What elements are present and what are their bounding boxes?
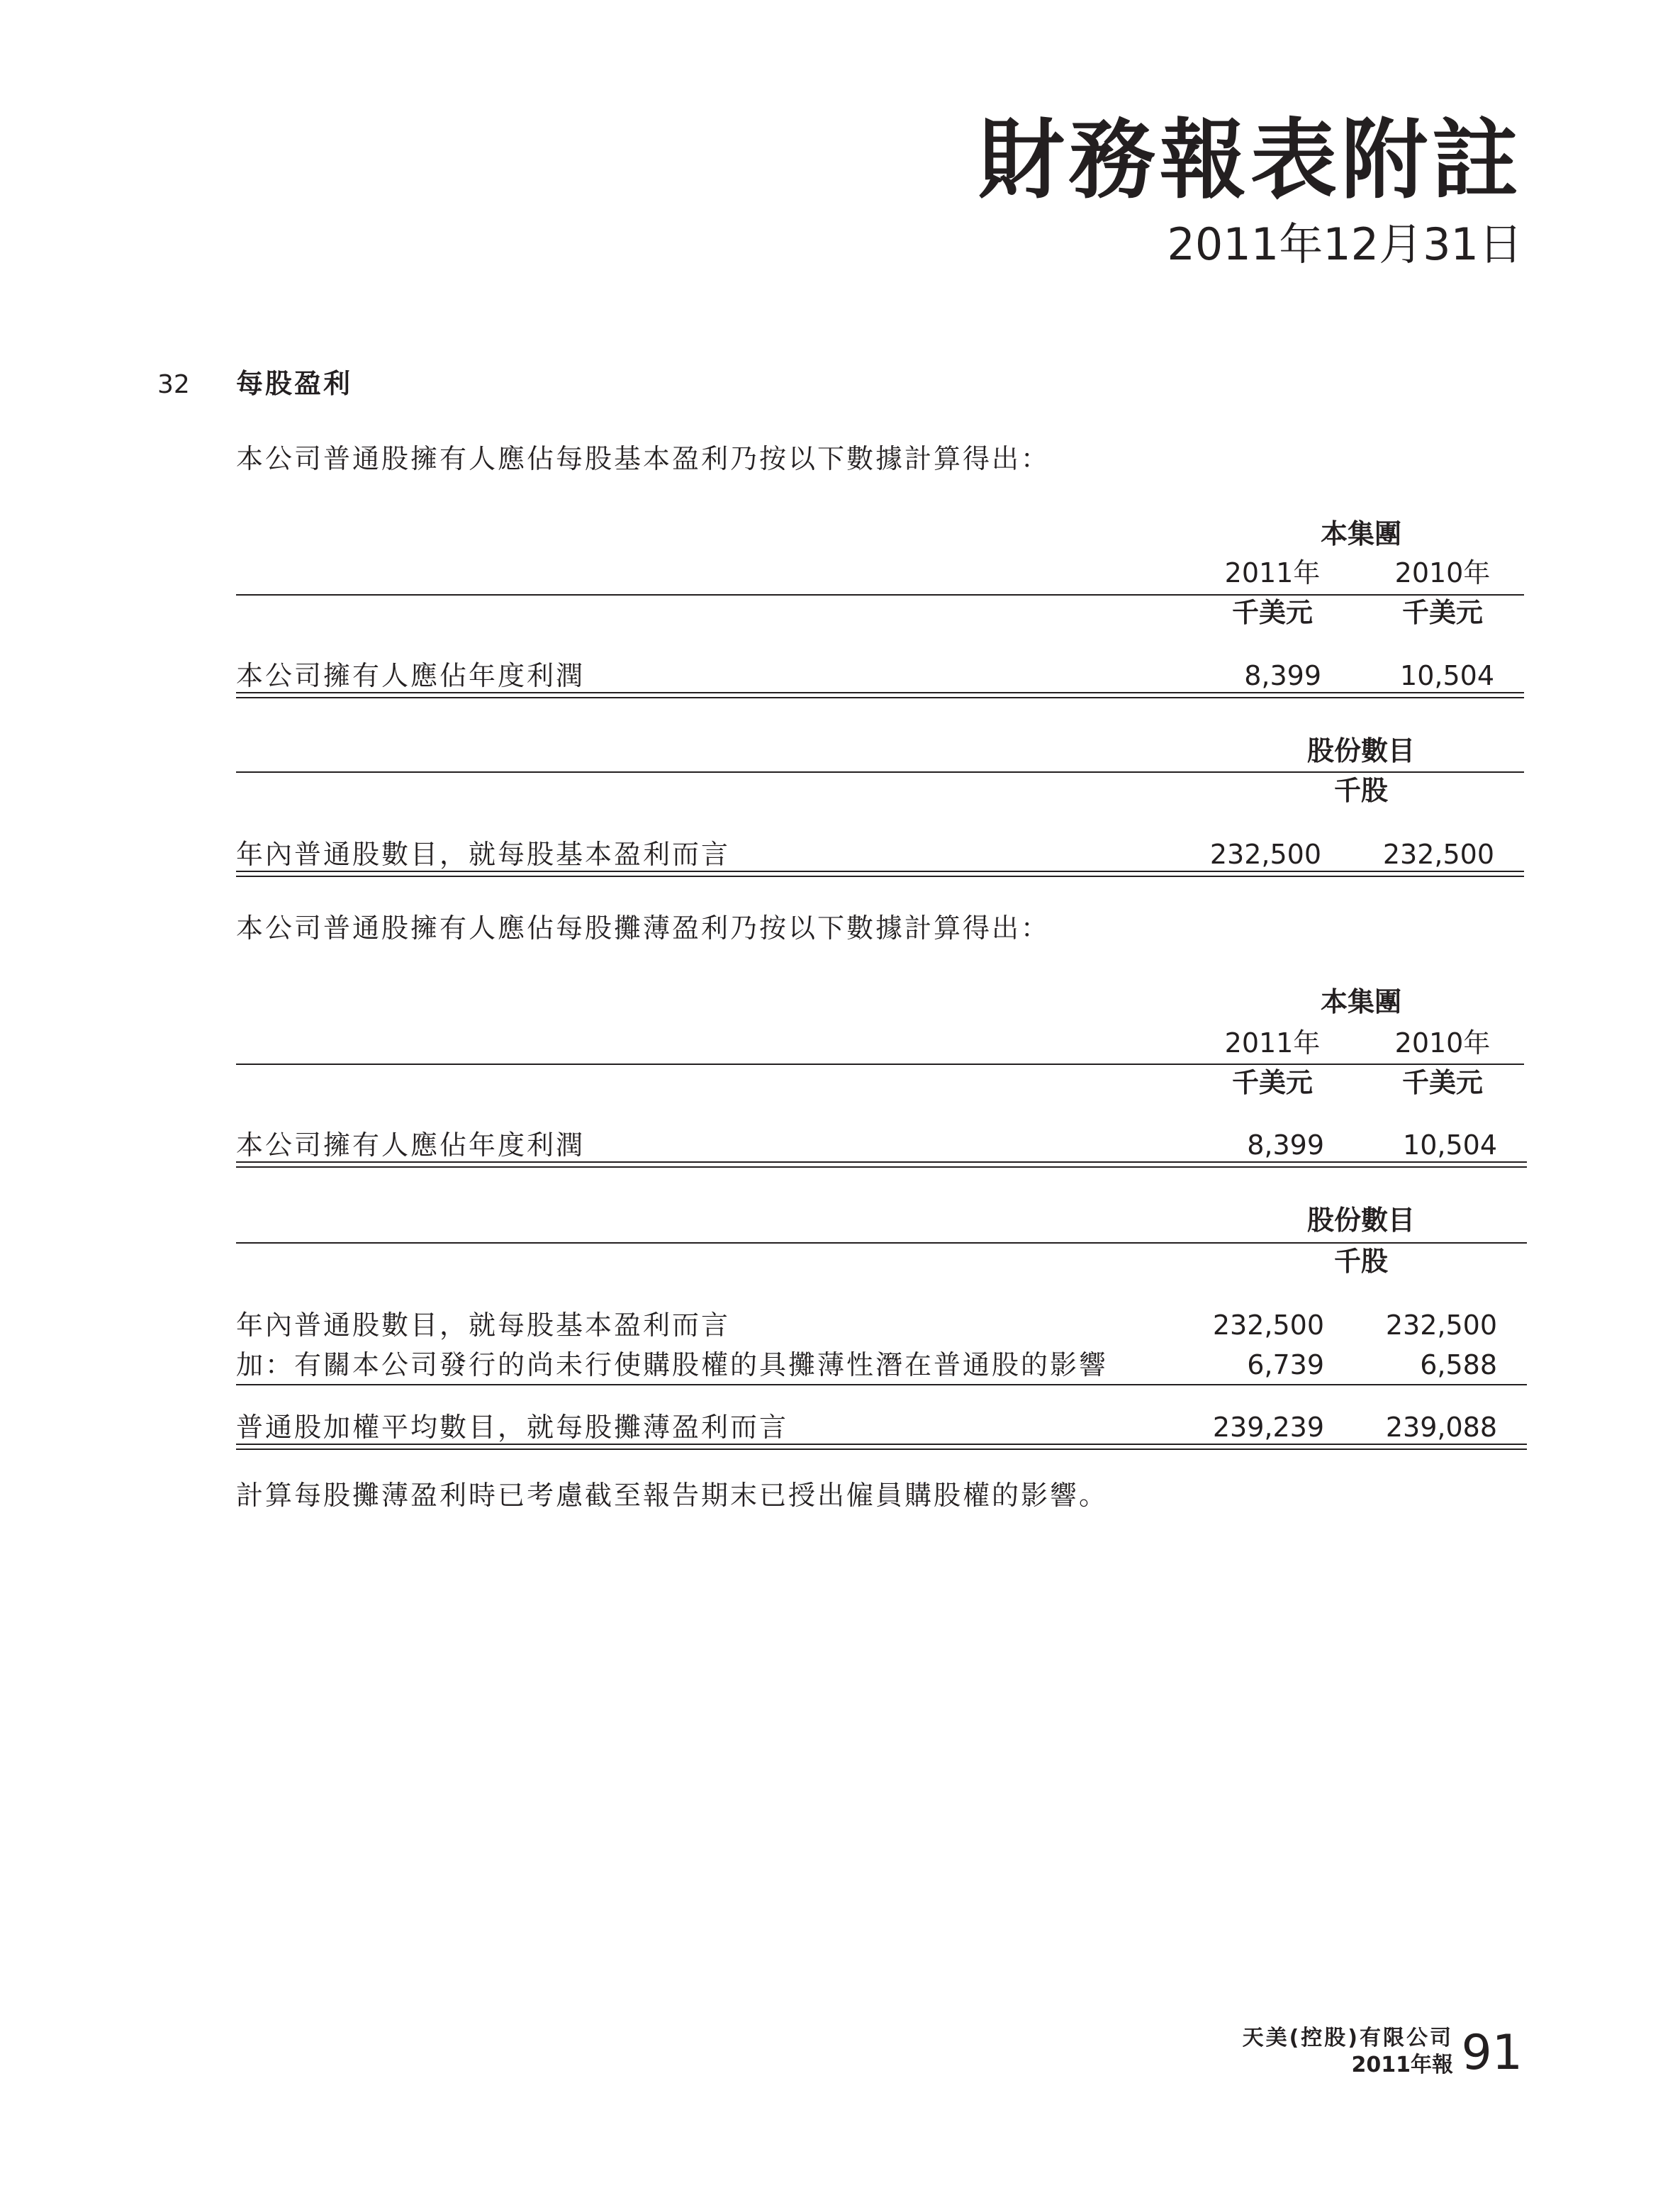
basic-shares-rule-1 — [236, 871, 1524, 872]
basic-profit-2010: 10,504 — [1400, 660, 1494, 691]
page-title: 財務報表附註 — [978, 110, 1523, 211]
diluted-header-rule — [236, 1064, 1524, 1065]
basic-shares-unit: 千股 — [1333, 775, 1388, 806]
diluted-year-2011: 2011年 — [1224, 1027, 1321, 1059]
diluted-profit-2011: 8,399 — [1247, 1129, 1324, 1161]
basic-header-rule — [236, 594, 1524, 596]
diluted-weighted-rule-2 — [236, 1449, 1527, 1450]
basic-unit-2011: 千美元 — [1231, 597, 1313, 628]
diluted-weighted-2011: 239,239 — [1212, 1412, 1324, 1443]
diluted-weighted-rule-1 — [236, 1444, 1527, 1445]
basic-profit-rule-1 — [236, 692, 1524, 693]
basic-shares-label: 股份數目 — [1306, 735, 1415, 766]
note-number: 32 — [157, 370, 190, 399]
footnote: 計算每股攤薄盈利時已考慮截至報告期末已授出僱員購股權的影響。 — [236, 1480, 1109, 1511]
footer-report: 2011年報 — [1351, 2053, 1453, 2077]
diluted-profit-rule-1 — [236, 1161, 1527, 1163]
diluted-unit-2010: 千美元 — [1401, 1067, 1483, 1098]
diluted-shares-unit: 千股 — [1333, 1246, 1388, 1277]
basic-shares-2010: 232,500 — [1382, 839, 1494, 870]
page-date: 2011年12月31日 — [1167, 218, 1523, 270]
diluted-intro: 本公司普通股擁有人應佔每股攤薄盈利乃按以下數據計算得出： — [236, 912, 1051, 944]
page-number: 91 — [1461, 2025, 1523, 2081]
footer-company: 天美(控股)有限公司 — [1242, 2026, 1453, 2050]
diluted-basic-shares-2011: 232,500 — [1212, 1310, 1324, 1341]
diluted-basic-shares-label: 年內普通股數目，就每股基本盈利而言 — [236, 1310, 731, 1341]
basic-shares-row-label: 年內普通股數目，就每股基本盈利而言 — [236, 839, 731, 870]
diluted-effect-rule — [236, 1384, 1527, 1385]
diluted-effect-label: 加：有關本公司發行的尚未行使購股權的具攤薄性潛在普通股的影響 — [236, 1349, 1109, 1380]
basic-profit-2011: 8,399 — [1244, 660, 1321, 691]
diluted-shares-header-rule — [236, 1242, 1527, 1244]
basic-year-2010: 2010年 — [1394, 557, 1491, 588]
diluted-weighted-label: 普通股加權平均數目，就每股攤薄盈利而言 — [236, 1412, 789, 1443]
diluted-year-2010: 2010年 — [1394, 1027, 1491, 1059]
basic-shares-header-rule — [236, 771, 1524, 773]
diluted-basic-shares-2010: 232,500 — [1385, 1310, 1497, 1341]
diluted-profit-label: 本公司擁有人應佔年度利潤 — [236, 1129, 586, 1161]
diluted-profit-rule-2 — [236, 1166, 1527, 1168]
diluted-group-label: 本集團 — [1320, 986, 1401, 1017]
basic-year-2011: 2011年 — [1224, 557, 1321, 588]
basic-profit-rule-2 — [236, 697, 1524, 698]
basic-profit-label: 本公司擁有人應佔年度利潤 — [236, 660, 586, 691]
basic-intro: 本公司普通股擁有人應佔每股基本盈利乃按以下數據計算得出： — [236, 443, 1051, 474]
diluted-shares-label: 股份數目 — [1306, 1205, 1415, 1236]
diluted-effect-2011: 6,739 — [1247, 1349, 1324, 1380]
basic-group-label: 本集團 — [1320, 518, 1401, 549]
basic-shares-2011: 232,500 — [1209, 839, 1321, 870]
note-title: 每股盈利 — [236, 368, 353, 399]
diluted-unit-2011: 千美元 — [1231, 1067, 1313, 1098]
diluted-weighted-2010: 239,088 — [1385, 1412, 1497, 1443]
diluted-effect-2010: 6,588 — [1420, 1349, 1497, 1380]
basic-shares-rule-2 — [236, 876, 1524, 877]
diluted-profit-2010: 10,504 — [1403, 1129, 1497, 1161]
basic-unit-2010: 千美元 — [1401, 597, 1483, 628]
